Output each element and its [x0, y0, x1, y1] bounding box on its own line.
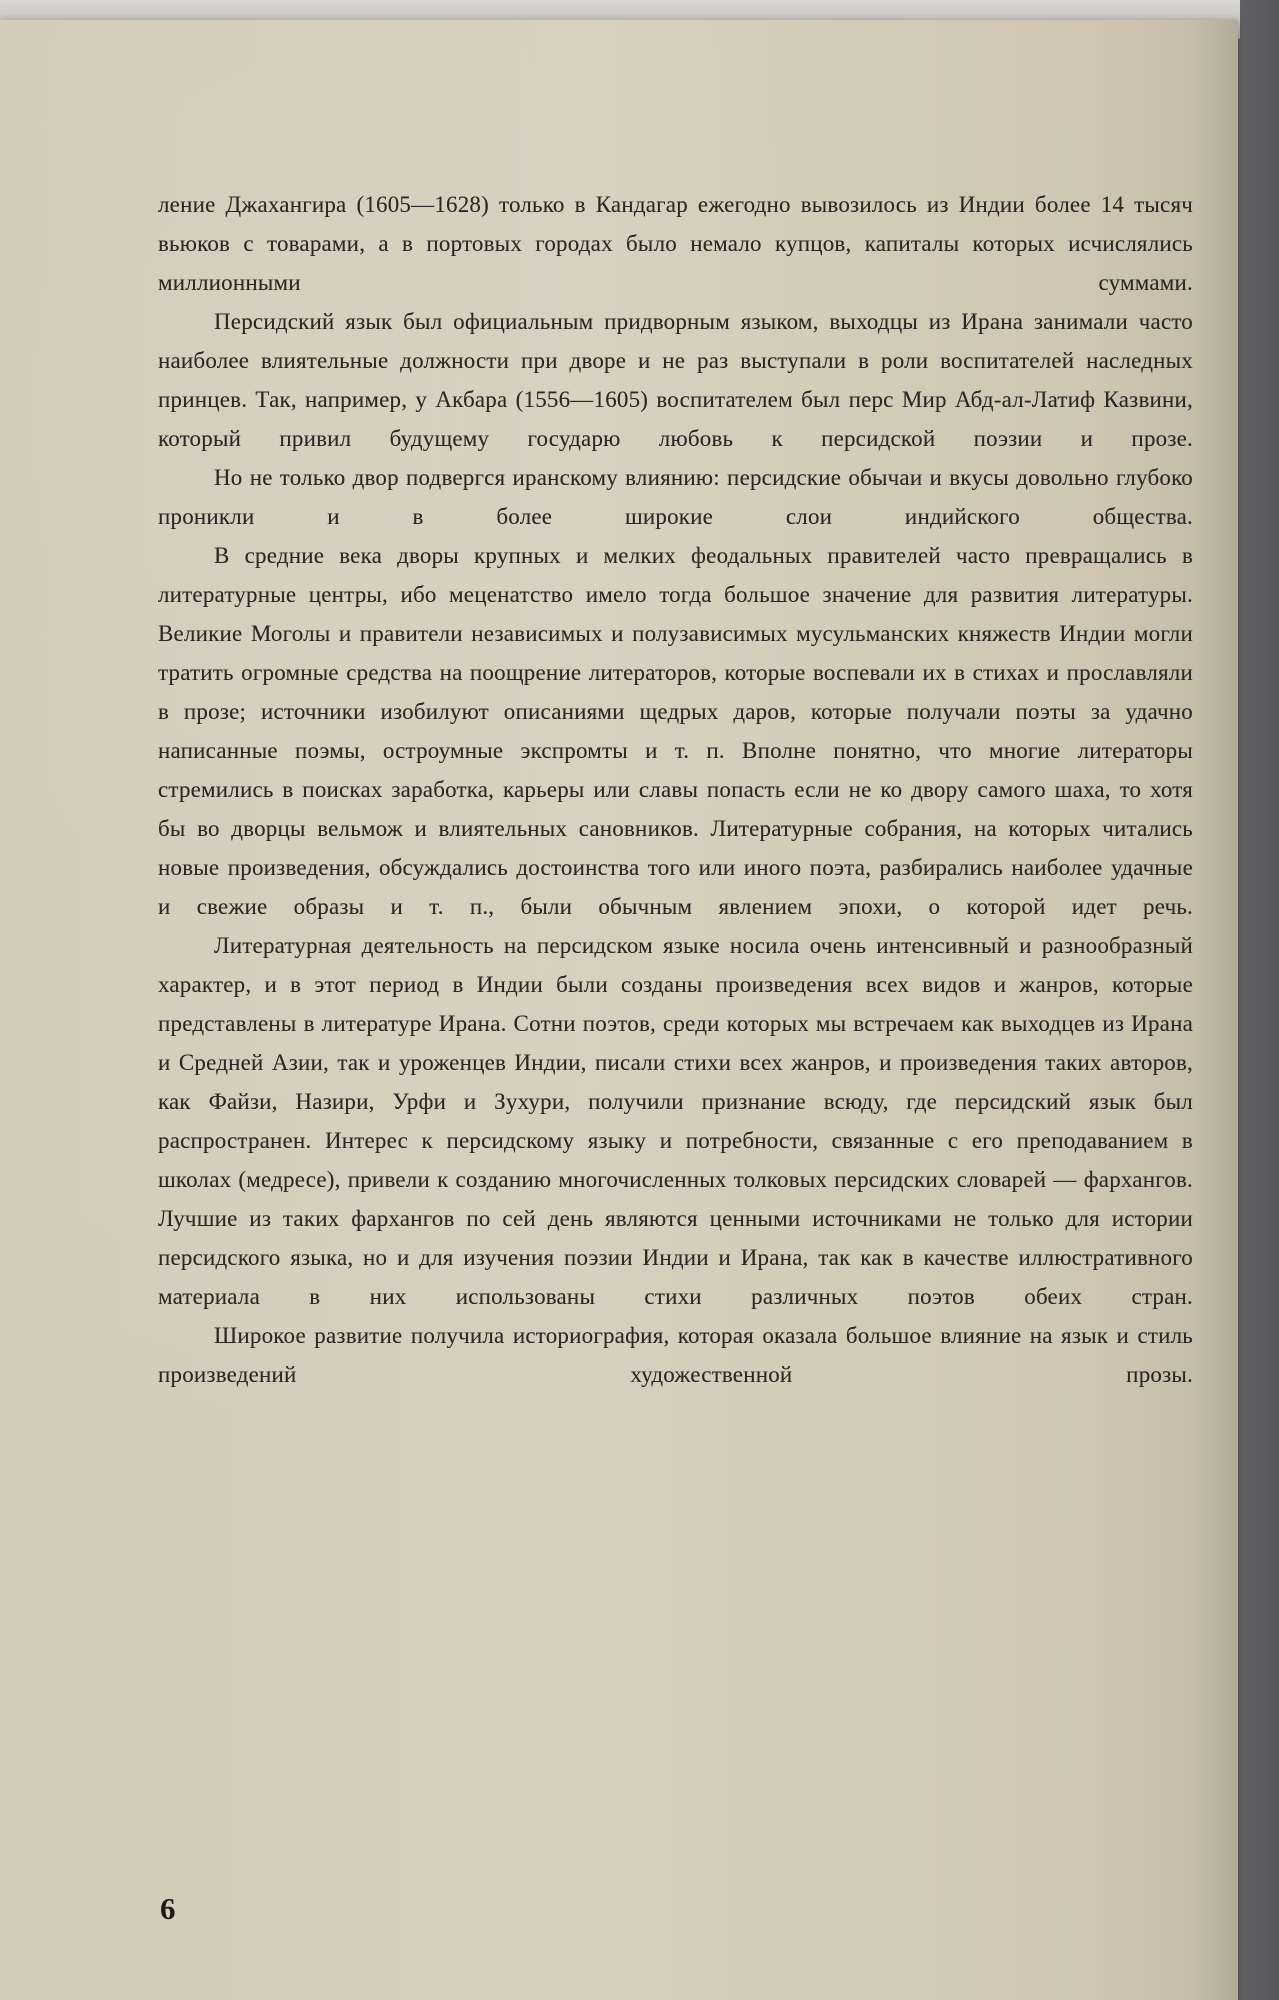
paragraph-6: Широкое развитие получила историография, которая оказала большое влияние на язык и стиль произведений художественной прозы.	[158, 1323, 1193, 1387]
paragraph-5: Литературная деятельность на персидском языке носила очень интенсивный и разнообразный характер, и в этот период в Индии были созданы произведения всех видов и жанров, которые представлены в литературе Ирана. Сотни поэтов, среди которых мы встречаем как выходцев из Ирана и Средней Азии, так и уроженцев Индии, писали стихи всех жанров, и произведения таких авторов, как Файзи, Назири, Урфи и Зухури, получили признание всюду, где персидский язык был распространен. Интерес к персидскому языку и потребности, связанные с его преподаванием в школах (медресе), привели к созданию многочисленных толковых персидских словарей — фархангов. Лучшие из таких фархангов по сей день являются ценными источниками не только для истории персидского языка, но и для изучения поэзии Индии и Ирана, так как в качестве иллюстративного материала в них использованы стихи различных поэтов обеих стран.	[158, 933, 1193, 1309]
paragraph-2: Персидский язык был официальным придворным языком, выходцы из Ирана занимали часто наиболее влиятельные должности при дворе и не раз выступали в роли воспитателей наследных принцев. Так, например, у Акбара (1556—1605) воспитателем был перс Мир Абд-ал-Латиф Казвини, который привил будущему государю любовь к персидской поэзии и прозе.	[158, 309, 1193, 451]
page-text	[158, 185, 1193, 1394]
book-page	[0, 20, 1238, 2000]
page-number: 6	[160, 1891, 176, 1926]
paragraph-3: Но не только двор подвергся иранскому влиянию: персидские обычаи и вкусы довольно глубоко проникли и в более широкие слои индийского общества.	[158, 465, 1193, 529]
paragraph-1: ление Джахангира (1605—1628) только в Кандагар ежегодно вывозилось из Индии более 14 тысяч вьюков с товарами, а в портовых городах было немало купцов, капиталы которых исчислялись миллионными суммами.	[158, 192, 1193, 295]
paragraph-4: В средние века дворы крупных и мелких феодальных правителей часто превращались в литературные центры, ибо меценатство имело тогда большое значение для развития литературы. Великие Моголы и правители независимых и полузависимых мусульманских княжеств Индии могли тратить огромные средства на поощрение литераторов, которые воспевали их в стихах и прославляли в прозе; источники изобилуют описаниями щедрых даров, которые получали поэты за удачно написанные поэмы, остроумные экспромты и т. п. Вполне понятно, что многие литераторы стремились в поисках заработка, карьеры или славы попасть если не ко двору самого шаха, то хотя бы во дворцы вельмож и влиятельных сановников. Литературные собрания, на которых читались новые произведения, обсуждались достоинства того или иного поэта, разбирались наиболее удачные и свежие образы и т. п., были обычным явлением эпохи, о которой идет речь.	[158, 543, 1193, 919]
